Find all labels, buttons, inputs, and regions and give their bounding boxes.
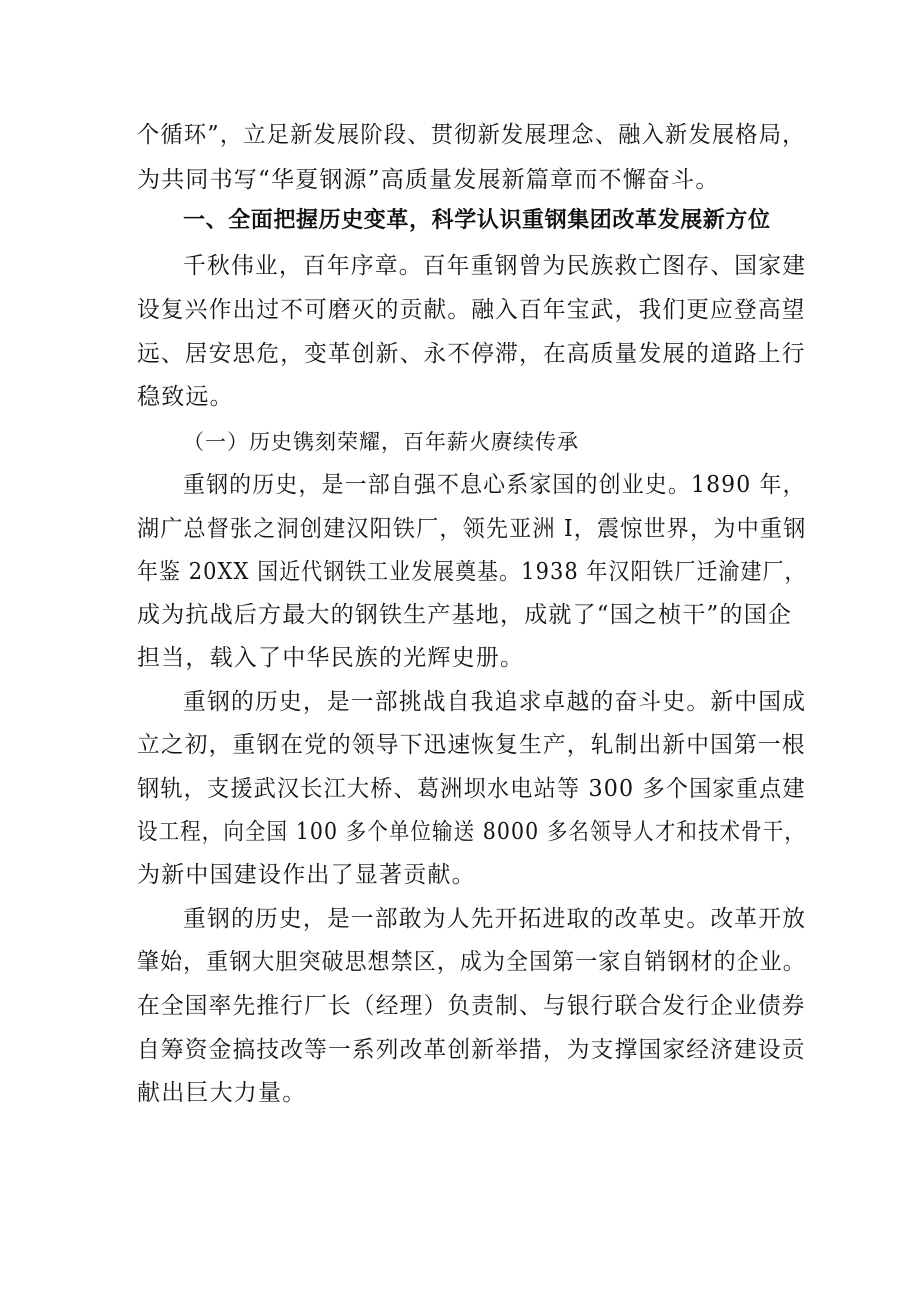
paragraph-line: 为共同书写“华夏钢源”高质量发展新篇章而不懈奋斗。 [137,167,720,193]
paragraph-line: 在全国率先推行厂长（经理）负责制、与银行联合发行企业债券 [137,993,806,1019]
paragraph-line: 远、居安思危，变革创新、永不停滞，在高质量发展的道路上行 [137,341,806,367]
paragraph-line: 设工程，向全国 100 多个单位输送 8000 多名领导人才和技术骨干， [137,819,806,845]
paragraph-line: 重钢的历史，是一部自强不息心系家国的创业史。1890 年， [183,472,806,498]
paragraph-line: 为新中国建设作出了显著贡献。 [137,862,476,888]
paragraph-line: 成为抗战后方最大的钢铁生产基地，成就了“国之桢干”的国企 [137,602,793,628]
paragraph-line: 设复兴作出过不可磨灭的贡献。融入百年宝武，我们更应登高望 [137,297,806,323]
paragraph-line: 稳致远。 [137,384,234,410]
paragraph-line: 年鉴 20XX 国近代钢铁工业发展奠基。1938 年汉阳铁厂迁渝建厂， [137,559,807,585]
paragraph-line: 担当，载入了中华民族的光辉史册。 [137,645,525,671]
paragraph-line: 钢轨，支援武汉长江大桥、葛洲坝水电站等 300 多个国家重点建 [137,776,806,802]
paragraph-line: 立之初，重钢在党的领导下迅速恢复生产，轧制出新中国第一根 [137,732,806,758]
paragraph-line: 肇始，重钢大胆突破思想禁区，成为全国第一家自销钢材的企业。 [137,949,806,975]
paragraph-line: 献出巨大力量。 [137,1080,307,1106]
paragraph-line: 重钢的历史，是一部挑战自我追求卓越的奋斗史。新中国成 [183,689,807,715]
paragraph-line: 千秋伟业，百年序章。百年重钢曾为民族救亡图存、国家建 [183,253,807,279]
section-heading: 一、全面把握历史变革，科学认识重钢集团改革发展新方位 [183,208,771,233]
paragraph-line: 重钢的历史，是一部敢为人先开拓进取的改革史。改革开放 [183,906,807,932]
paragraph-line: 湖广总督张之洞创建汉阳铁厂，领先亚洲 I，震惊世界，为中重钢 [137,516,807,542]
subsection-heading: （一）历史镌刻荣耀，百年薪火赓续传承 [183,430,579,454]
paragraph-line: 个循环”，立足新发展阶段、贯彻新发展理念、融入新发展格局， [137,122,806,148]
paragraph-line: 自筹资金搞技改等一系列改革创新举措，为支撑国家经济建设贡 [137,1037,806,1063]
